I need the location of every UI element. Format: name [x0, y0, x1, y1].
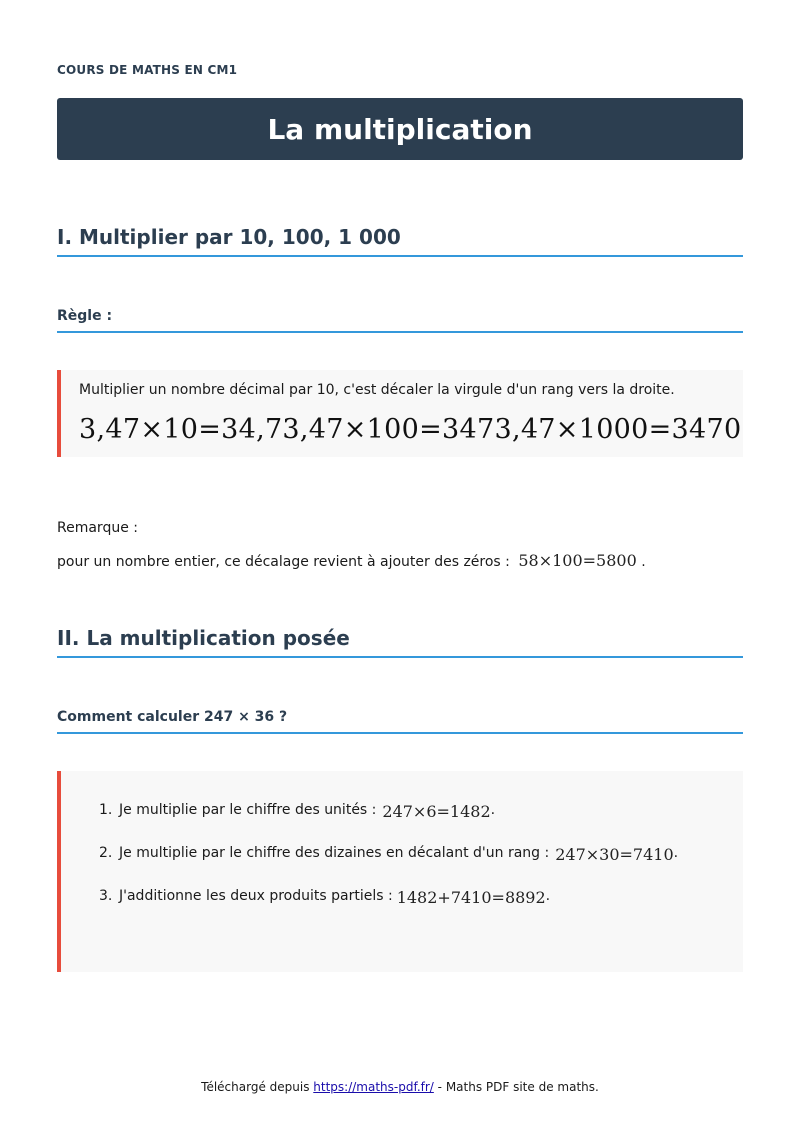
- step-text: J'additionne les deux produits partiels :: [119, 888, 393, 904]
- remark-line: [57, 551, 646, 570]
- step-formula: 247×6=1482: [382, 802, 491, 821]
- steps-list: [99, 802, 678, 931]
- footer-prefix: Téléchargé depuis: [201, 1080, 310, 1094]
- step-number: 3.: [99, 888, 113, 904]
- steps-box: [57, 771, 743, 972]
- step-item: [99, 888, 678, 931]
- remark-text: pour un nombre entier, ce décalage revient à ajouter des zéros :: [57, 554, 510, 570]
- step-number: 1.: [99, 802, 113, 818]
- rule-heading: Règle :: [57, 308, 743, 333]
- course-label: COURS DE MATHS EN CM1: [57, 63, 238, 77]
- question-heading: Comment calculer 247 × 36 ?: [57, 709, 743, 734]
- step-period: .: [545, 888, 551, 904]
- remark-period: .: [641, 554, 646, 570]
- step-formula: 1482+7410=8892: [396, 888, 546, 907]
- step-formula: 247×30=7410: [555, 845, 674, 864]
- footer-link[interactable]: https://maths-pdf.fr/: [313, 1080, 434, 1094]
- rule-text: Multiplier un nombre décimal par 10, c'est décaler la virgule d'un rang vers la droite.: [79, 382, 675, 398]
- step-number: 2.: [99, 845, 113, 861]
- page-footer: [0, 1080, 800, 1094]
- title-banner: [57, 98, 743, 160]
- step-text: Je multiplie par le chiffre des unités :: [119, 802, 377, 818]
- footer-suffix: - Maths PDF site de maths.: [437, 1080, 599, 1094]
- section-2-title: II. La multiplication posée: [57, 626, 743, 658]
- step-period: .: [490, 802, 496, 818]
- document-page: [57, 0, 743, 1132]
- step-item: [99, 845, 678, 888]
- rule-box: [57, 370, 743, 457]
- section-1-title: I. Multiplier par 10, 100, 1 000: [57, 225, 743, 257]
- step-item: [99, 802, 678, 845]
- page-title: La multiplication: [267, 112, 533, 146]
- step-period: .: [673, 845, 679, 861]
- remark-formula: 58×100=5800: [518, 551, 637, 570]
- remark-label: Remarque :: [57, 520, 138, 536]
- step-text: Je multiplie par le chiffre des dizaines en décalant d'un rang :: [119, 845, 550, 861]
- rule-formula: 3,47×10=34,73,47×100=3473,47×1000=3470: [79, 414, 742, 445]
